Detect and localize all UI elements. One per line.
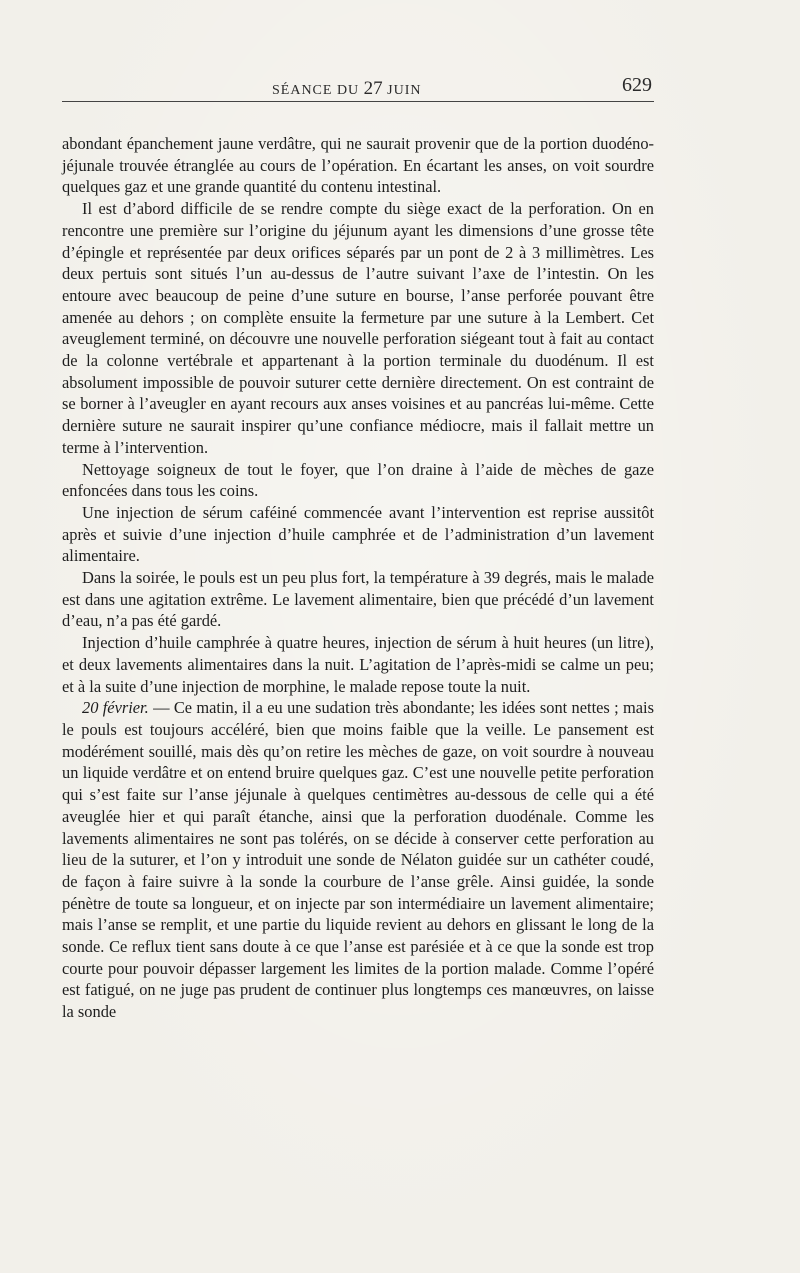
paragraph-3: Nettoyage soigneux de tout le foyer, que l’on draine à l’aide de mèches de gaze enfoncées dans tous les coins. [62, 459, 654, 501]
body-text [62, 133, 654, 1023]
paragraph-1: abondant épanchement jaune verdâtre, qui ne saurait provenir que de la portion duodéno-jéjunale trouvée étranglée au cours de l’opération. En écartant les anses, on voit sourdre quelques gaz et une grande quantité du contenu intestinal. [62, 134, 654, 197]
paragraph-4: Une injection de sérum caféiné commencée avant l’intervention est reprise aussitôt après et suivie d’une injection d’huile camphrée et de l’administration d’un lavement alimentaire. [62, 502, 654, 566]
page-header [62, 76, 652, 100]
paragraph-5: Dans la soirée, le pouls est un peu plus fort, la température à 39 degrés, mais le malade est dans une agitation extrême. Le lavement alimentaire, bien que précédé d’un lavement d’eau, n’a pas été gardé. [62, 568, 654, 631]
date-label: 20 février. [82, 698, 149, 718]
running-title-day: 27 [363, 78, 383, 99]
paragraph-7-text: Ce matin, il a eu une sudation très abondante; les idées sont nettes ; mais le pouls est toujours accéléré, bien que moins faible que la veille. Le pansement est modérément souillé, mais dès qu’on retire les mèches de gaze, on voit sourdre à nouveau un liquide verdâtre et on entend bruire quelques gaz. C’est une nouvelle petite perforation qui s’est faite sur l’anse jéjunale à quelques centimètres au-dessous de celle qui a été aveuglée hier et qui paraît étanche, ainsi que la perforation duodénale. Comme les lavements alimentaires ne sont pas tolérés, on se décide à conserver cette perforation au lieu de la suturer, et l’on y introduit une sonde de Nélaton guidée sur un cathéter coudé, de façon à faire suivre à la sonde la courbure de l’anse grêle. Ainsi guidée, la sonde pénètre de toute sa longueur, et on injecte par son intermédiaire un lavement alimentaire; mais l’anse se remplit, et une partie du liquide revient au dehors en glissant le long de la sonde. Ce reflux tient sans doute à ce que l’anse est parésiée et à ce que la sonde est trop courte pour pouvoir dépasser largement les limites de la portion malade. Comme l’opéré est fatigué, on ne juge pas prudent de continuer plus longtemps ces manœuvres, on laisse la sonde [62, 698, 654, 1022]
paragraph-6: Injection d’huile camphrée à quatre heures, injection de sérum à huit heures (un litre), et deux lavements alimentaires dans la nuit. L’agitation de l’après-midi se calme un peu; et à la suite d’une injection de morphine, le malade repose toute la nuit. [62, 633, 654, 696]
running-title [272, 78, 422, 100]
date-separator: — [148, 698, 174, 718]
running-title-part2: JUIN [382, 83, 422, 98]
paragraph-7 [62, 697, 654, 1023]
running-title-part1: SÉANCE DU [272, 83, 364, 98]
header-rule [62, 101, 654, 102]
paragraph-2: Il est d’abord difficile de se rendre compte du siège exact de la perforation. On en rencontre une première sur l’origine du jéjunum ayant les dimensions d’une grosse tête d’épingle et représentée par deux orifices séparés par un pont de 2 à 3 millimètres. Les deux pertuis sont situés l’un au-dessus de l’autre suivant l’axe de l’intestin. On les entoure avec beaucoup de peine d’une suture en bourse, l’anse perforée pouvant être amenée au dehors ; on complète ensuite la fermeture par une suture à la Lembert. Cet aveuglement terminé, on découvre une nouvelle perforation siégeant tout à fait au contact de la colonne vertébrale et appartenant à la portion terminale du duodénum. Il est absolument impossible de pouvoir suturer cette dernière directement. On est contraint de se borner à l’aveugler en ayant recours aux anses voisines et au pancréas lui-même. Cette dernière suture ne saurait inspirer qu’une confiance médiocre, mais il fallait mettre un terme à l’intervention. [62, 199, 654, 457]
page-number: 629 [622, 74, 652, 96]
